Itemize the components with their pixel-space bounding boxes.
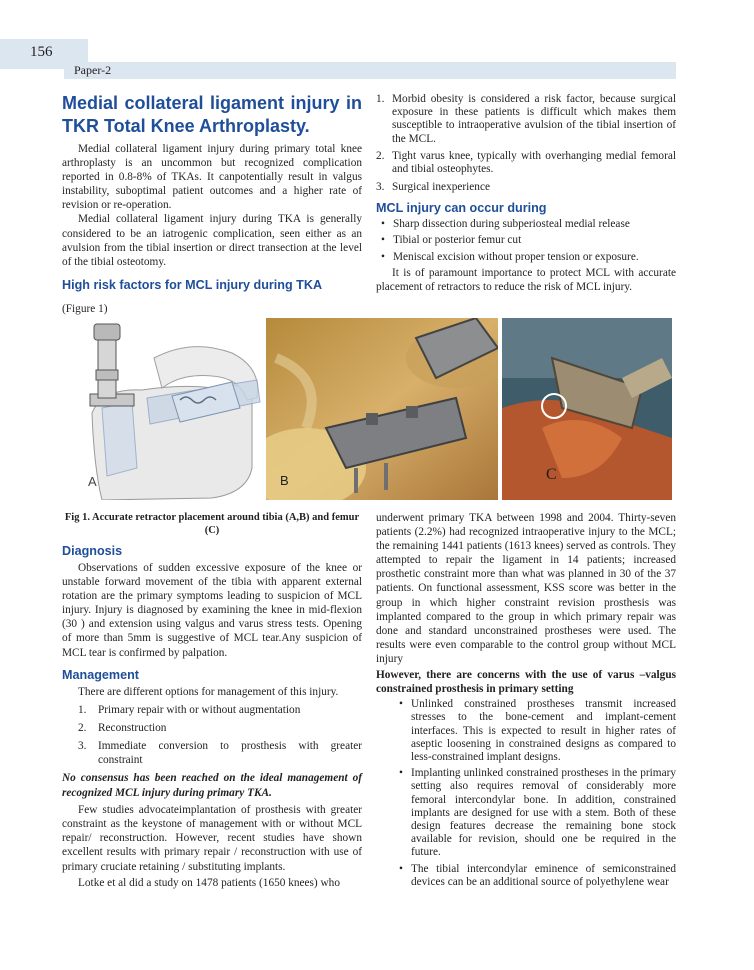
management-paragraph-2: Lotke et al did a study on 1478 patients (1650 knees) who [78,876,340,889]
figure-reference: (Figure 1) [62,302,108,315]
diagnosis-heading: Diagnosis [62,544,123,558]
intro-paragraph-1: Medial collateral ligament injury during primary total knee arthroplasty is an uncommon but recognized complication reported in 0.8-8% of TKAs. It canpotentially result in valgus instability, suboptimal patient outcomes and a higher rate of revision or re-operation. [62,143,362,212]
list-item: 3. Surgical inexperience [376,181,490,194]
list-item: 2. Tight varus knee, typically with overhanging medial femoral and tibial osteophytes. [376,149,676,176]
risk-factors-list [376,93,676,194]
page-number: 156 [30,44,53,60]
list-item: 1. Morbid obesity is considered a risk factor, because surgical exposure in these patients is difficult which makes them susceptible to intraoperative avulsion of the tibial insertion of the MCL. [376,93,676,145]
figure-label-b: B [280,473,289,488]
constraint-concern-list [376,698,676,889]
management-paragraph-1: Few studies advocateimplantation of prosthesis with greater constraint as the keystone of management with or without MCL repair/ reconstruction. However, recent studies have shown excellent results with primary repair / reconstruction with use of primary cruciate retaining / substituting implants. [62,804,362,873]
list-item: • Unlinked constrained prostheses transmit increased stresses to the bone-cement and implant-cement interfaces. This is expected to result in higher rates of aseptic loosening in constrained designs as compared to less-constrained implant designs. [399,698,676,764]
figure-label-c: C [546,466,557,483]
figure-caption: Fig 1. Accurate retractor placement around tibia (A,B) and femur (C) [64,512,360,536]
figure-c-photo [502,318,672,500]
diagnosis-paragraph: Observations of sudden excessive exposure of the knee or unstable forward movement of the tibia with apparent external rotation are the primary symptoms leading to suspicion of MCL injury. Injury is diagnosed by examining the knee in mid-flexion (30 ) and extension using valgus and varus stress tests. Opening of more than 5mm is suggestive of MCL tear.Any suspicion of MCL tear is confirmed by palpation. [62,562,362,659]
list-item: • Sharp dissection during subperiosteal medial release [381,218,630,231]
list-item: 3. Immediate conversion to prosthesis with greater constraint [78,739,362,767]
figure-a-diagram [62,318,266,500]
constraint-concern-heading: However, there are concerns with the use of varus –valgus constrained prosthesis in primary setting [376,669,676,696]
mcl-injury-list [376,217,676,263]
lotke-study-paragraph: underwent primary TKA between 1998 and 2004. Thirty-seven patients (2.2%) had recognized intraoperative injury to the MCL; the remaining 1441 patients (1613 knees) served as controls. They attempted to repair the ligament in 14 patients; increased prosthetic constraint more than what was planned in 30 of the 37 patients. On functional assessment, KSS score was better in the group in which higher constraint revision prosthesis was implanted compared to the group in which primary repair was done and standard unconstrained prostheses were used. The results were even comparable to the control group without MCL injury [376,512,676,665]
consensus-statement: No consensus has been reached on the ideal management of recognized MCL injury during primary TKA. [62,772,362,800]
running-header-bar [64,62,676,79]
list-item: • The tibial intercondylar eminence of semiconstrained devices can be an additional source of polyethylene wear [399,862,676,888]
paper-label: Paper-2 [74,63,112,77]
left-column-bottom [62,543,362,890]
management-intro: There are different options for management of this injury. [78,685,339,698]
management-options-list [62,703,362,767]
list-item: • Tibial or posterior femur cut [381,234,522,247]
risk-factors-heading: High risk factors for MCL injury during TKA [62,277,323,292]
figure-label-a: A [88,474,97,489]
list-item: • Implanting unlinked constrained prostheses in the primary setting also requires removal of considerably more femoral intercondylar bone. In addition, constrained implants are designed for use with a stem. Both of these design features decrease the remaining bone stock available for revision, should one be required in the future. [399,767,676,859]
figure-b-photo [266,318,498,500]
left-column-top [62,92,362,316]
list-item: 1. Primary repair with or without augmentation [78,703,301,716]
retractor-paragraph: It is of paramount importance to protect MCL with accurate placement of retractors to reduce the risk of MCL injury. [376,266,676,293]
management-heading: Management [62,667,139,682]
mcl-injury-heading: MCL injury can occur during [376,201,547,216]
list-item: 2. Reconstruction [78,721,167,734]
intro-paragraph-2: Medial collateral ligament injury during TKA is generally considered to be an iatrogenic complication, seen either as an avulsion from the tibial insertion or direct transection at the level of the tibial osteotomy. [62,213,362,268]
right-column-bottom [376,511,676,889]
article-title: Medial collateral ligament injury in TKR Total Knee Arthroplasty. [62,93,362,136]
right-column-top [376,93,676,294]
list-item: • Meniscal excision without proper tension or exposure. [381,250,639,263]
